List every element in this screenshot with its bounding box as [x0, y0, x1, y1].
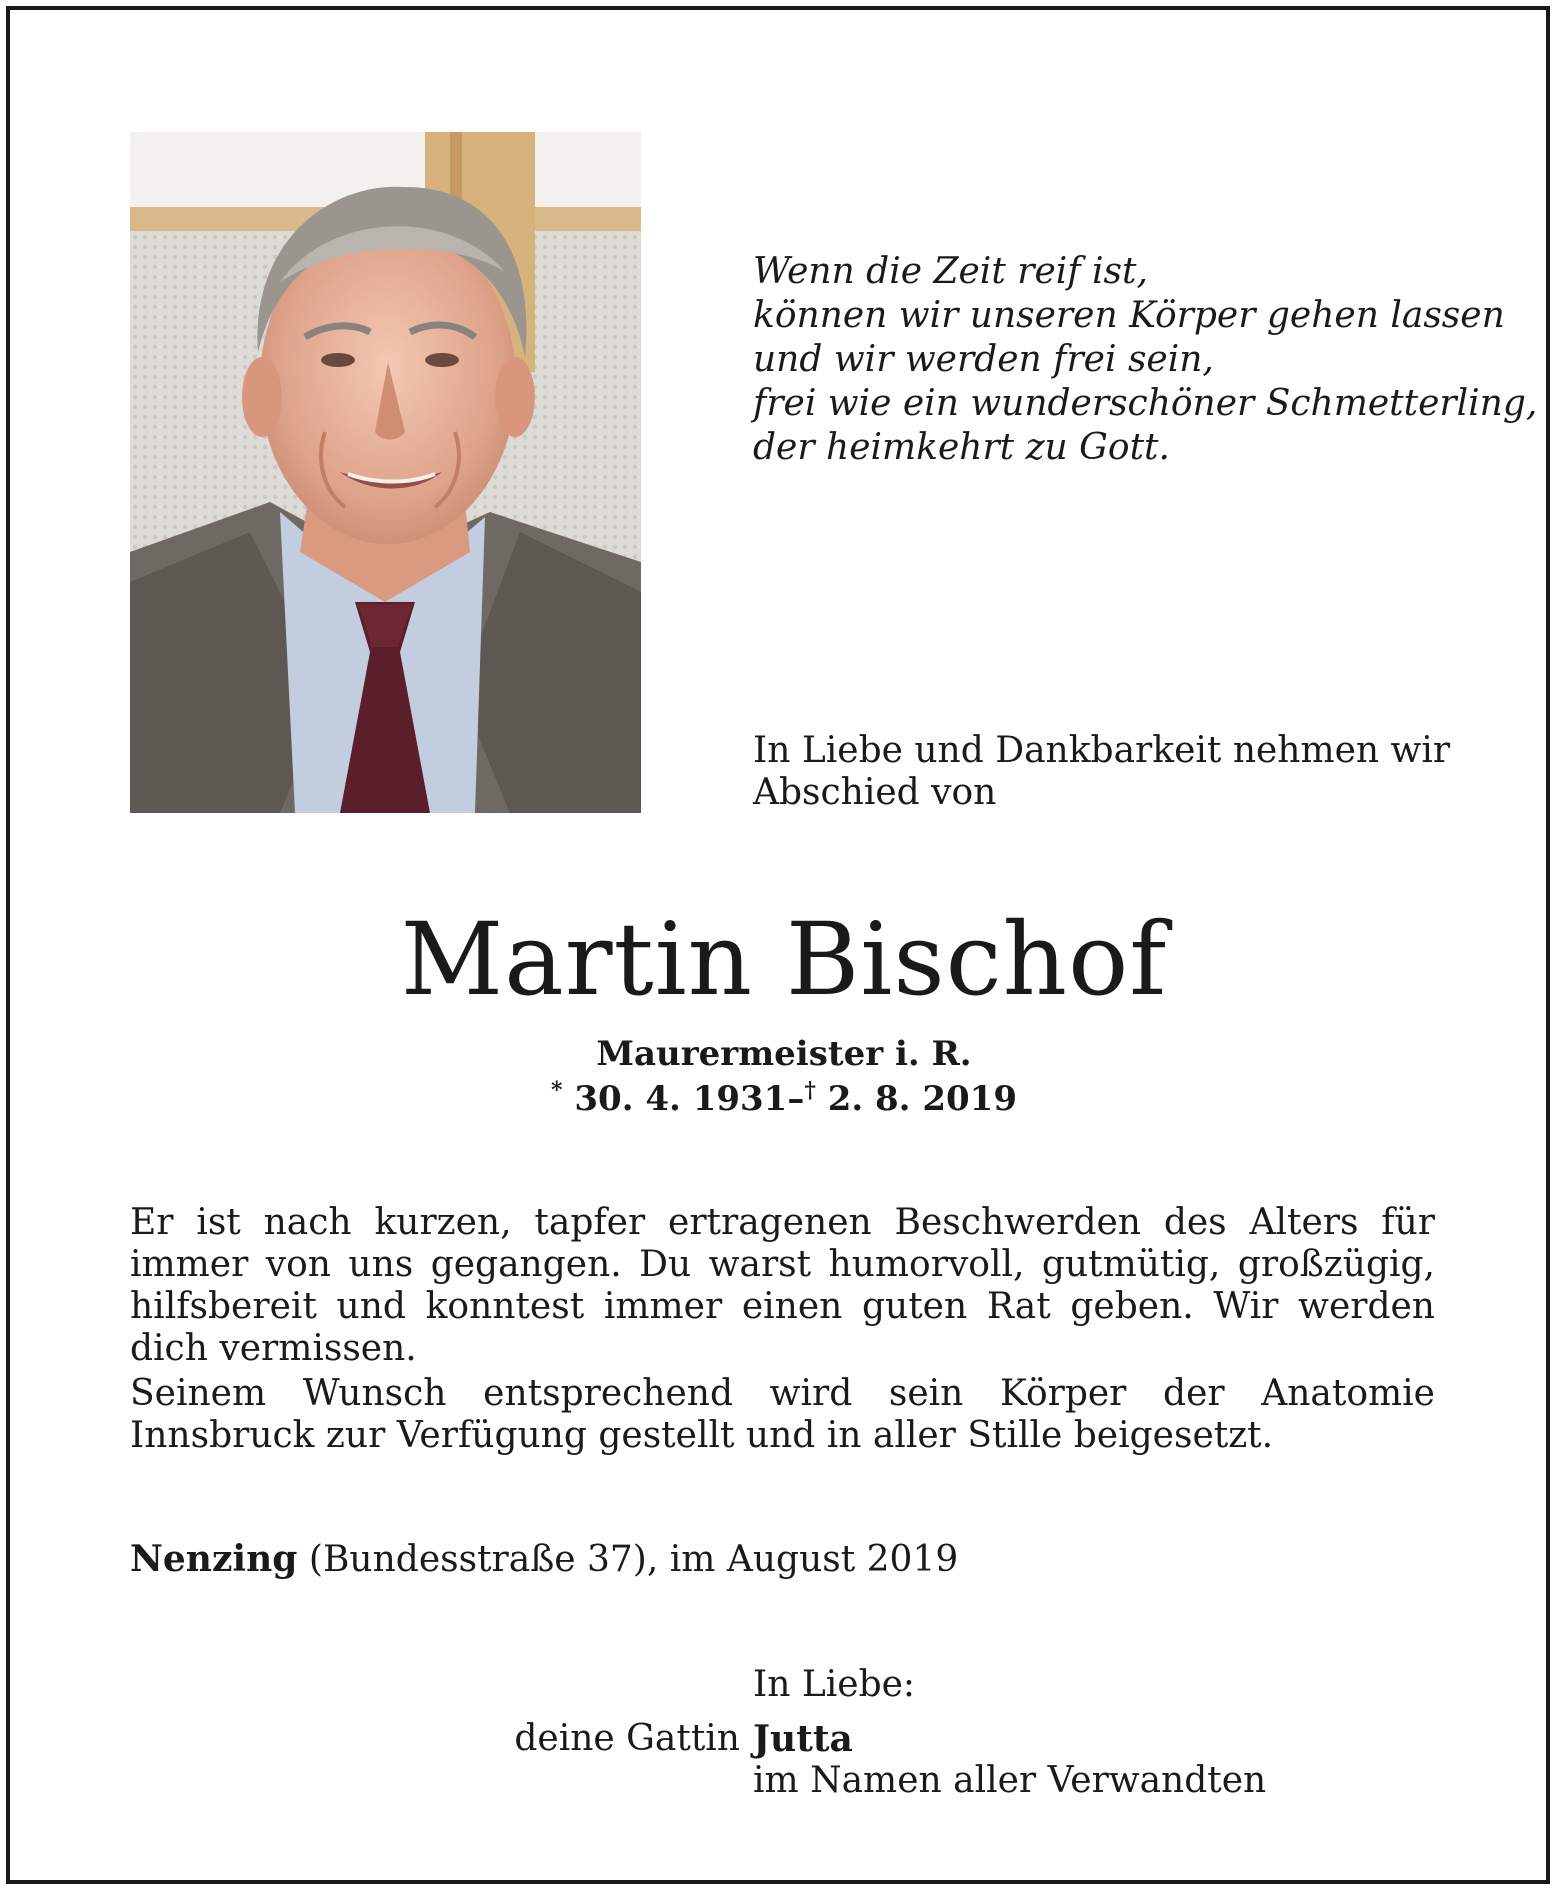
tribute-paragraph: Er ist nach kurzen, tapfer ertragenen Beschwerden des Alters für immer von uns gegangen. Du warst humorvoll, gutmütig, großzügig, hilfsbereit und konntest immer einen guten Rat geben. Wir werden dich vermissen. — [130, 1202, 1435, 1369]
birth-date: 30. 4. 1931 — [574, 1079, 788, 1119]
place-date — [130, 1538, 1435, 1581]
donation-paragraph: Seinem Wunsch entsprechend wird sein Körper der Anatomie Innsbruck zur Verfügung gestellt und in aller Stille beigesetzt. — [130, 1373, 1435, 1456]
portrait-photo — [130, 132, 641, 813]
deceased-title: Maurermeister i. R. — [596, 1034, 972, 1074]
poem-line: der heimkehrt zu Gott. — [753, 427, 1170, 468]
life-dates — [0, 1078, 1568, 1120]
date-separator: – — [787, 1079, 805, 1119]
poem-line: frei wie ein wunderschöner Schmetterling, — [753, 383, 1538, 424]
place-details: (Bundesstraße 37), im August 2019 — [297, 1539, 959, 1580]
relation-label: deine Gattin — [514, 1718, 740, 1759]
spouse-name: Jutta — [753, 1718, 853, 1760]
poem — [753, 250, 1538, 470]
in-liebe-label: In Liebe: — [753, 1664, 916, 1705]
poem-line: und wir werden frei sein, — [753, 339, 1214, 380]
place-town: Nenzing — [130, 1538, 298, 1580]
intro-text — [753, 730, 1473, 814]
poem-line: Wenn die Zeit reif ist, — [753, 251, 1148, 292]
intro-line-2: Abschied von — [753, 772, 997, 813]
relatives-line: im Namen aller Verwandten — [753, 1760, 1267, 1801]
death-date: 2. 8. 2019 — [827, 1079, 1017, 1119]
intro-line-1: In Liebe und Dankbarkeit nehmen wir — [753, 730, 1451, 771]
poem-line: können wir unseren Körper gehen lassen — [753, 295, 1505, 336]
birth-symbol: * — [551, 1077, 563, 1104]
death-symbol: † — [804, 1077, 816, 1104]
deceased-name: Martin Bischof — [400, 901, 1168, 1018]
